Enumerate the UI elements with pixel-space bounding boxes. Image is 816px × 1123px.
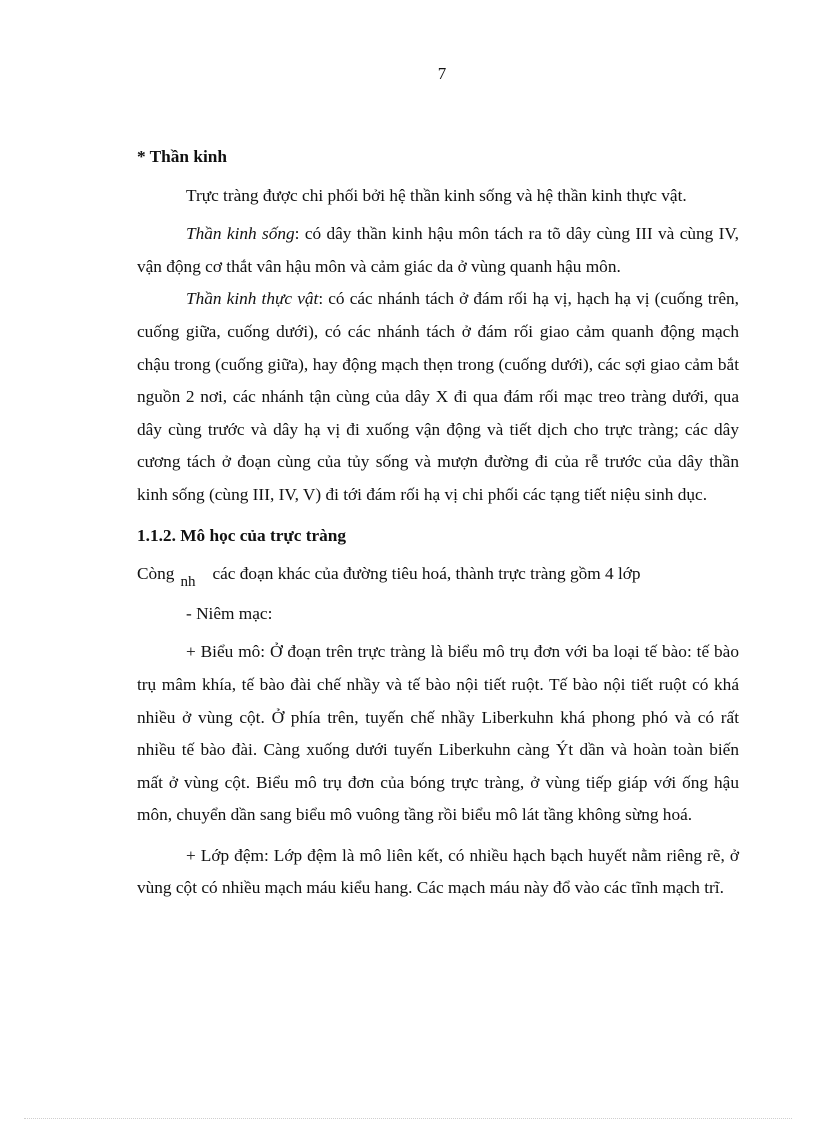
spinal-nerves-text: : có dây thần kinh hậu môn tách ra tõ dây cùng III và cùng IV, vận động cơ thắt vân hậu môn và cảm giác da ở vùng quanh hậu môn. — [137, 224, 739, 276]
paragraph-innervation: Trực tràng được chi phối bởi hệ thần kinh sống và hệ thần kinh thực vật. — [186, 185, 687, 205]
paragraph-spinal-nerves — [137, 218, 739, 283]
page-number: 7 — [437, 64, 447, 83]
term-autonomic-nerves: Thần kinh thực vật — [186, 289, 319, 309]
autonomic-nerves-text: : có các nhánh tách ở đám rối hạ vị, hạch hạ vị (cuống trên, cuống giữa, cuống dưới), có các nhánh tách ở đám rối giao cảm quanh động mạch chậu trong (cuống giữa), hay động mạch thẹn trong (cuống dưới), các sợi giao cảm bắt nguồn 2 nơi, các nhánh tận cùng của dây X đi qua đám rối mạc treo tràng dưới, qua dây cùng trước và dây hạ vị đi xuống vận động và tiết dịch cho trực tràng; các dây cương tách ở đoạn cùng của tủy sống và mượn đường đi của rễ trước của dây thần kinh sống (cùng III, IV, V) đi tới đám rối hạ vị chi phối các tạng tiết niệu sinh dục. — [137, 289, 739, 504]
page-bottom-divider — [24, 1118, 792, 1119]
heading-histology: 1.1.2. Mô học của trực tràng — [137, 525, 347, 545]
paragraph-epithelium: + Biểu mô: Ở đoạn trên trực tràng là biểu mô trụ đơn với ba loại tế bào: tế bào trụ mâm khía, tế bào đài chế nhầy và tế bào nội tiết ruột. Tế bào nội tiết ruột có khá nhiều ở vùng cột. Ở phía trên, tuyến chế nhầy Liberkuhn khá phong phó và có rất nhiều tế bào đài. Càng xuống dưới tuyến Liberkuhn càng Ýt dần và hoàn toàn biến mất ở vùng cột. Biểu mô trụ đơn của bóng trực tràng, ở vùng tiếp giáp với ống hậu môn, chuyển dần sang biểu mô vuông tầng rồi biểu mô lát tầng không sừng hoá. — [137, 642, 739, 825]
paragraph-lamina-propria: + Lớp đệm: Lớp đệm là mô liên kết, có nhiều hạch bạch huyết nằm riêng rẽ, ở vùng cột có nhiều mạch máu kiểu hang. Các mạch máu này đổ vào các tĩnh mạch trĩ. — [137, 845, 739, 898]
paragraph-autonomic-nerves — [137, 283, 739, 511]
paragraph-mucosa: - Niêm mạc: — [186, 603, 273, 623]
paragraph-layers — [137, 558, 739, 592]
term-spinal-nerves: Thần kinh sống — [186, 224, 295, 244]
layers-subscript: nh — [180, 574, 196, 591]
page-content — [137, 141, 739, 905]
layers-rest: các đoạn khác của đường tiêu hoá, thành trực tràng gồm 4 lớp — [212, 564, 641, 584]
heading-nerves: * Thần kinh — [137, 147, 227, 166]
layers-start: Còng — [137, 564, 175, 584]
